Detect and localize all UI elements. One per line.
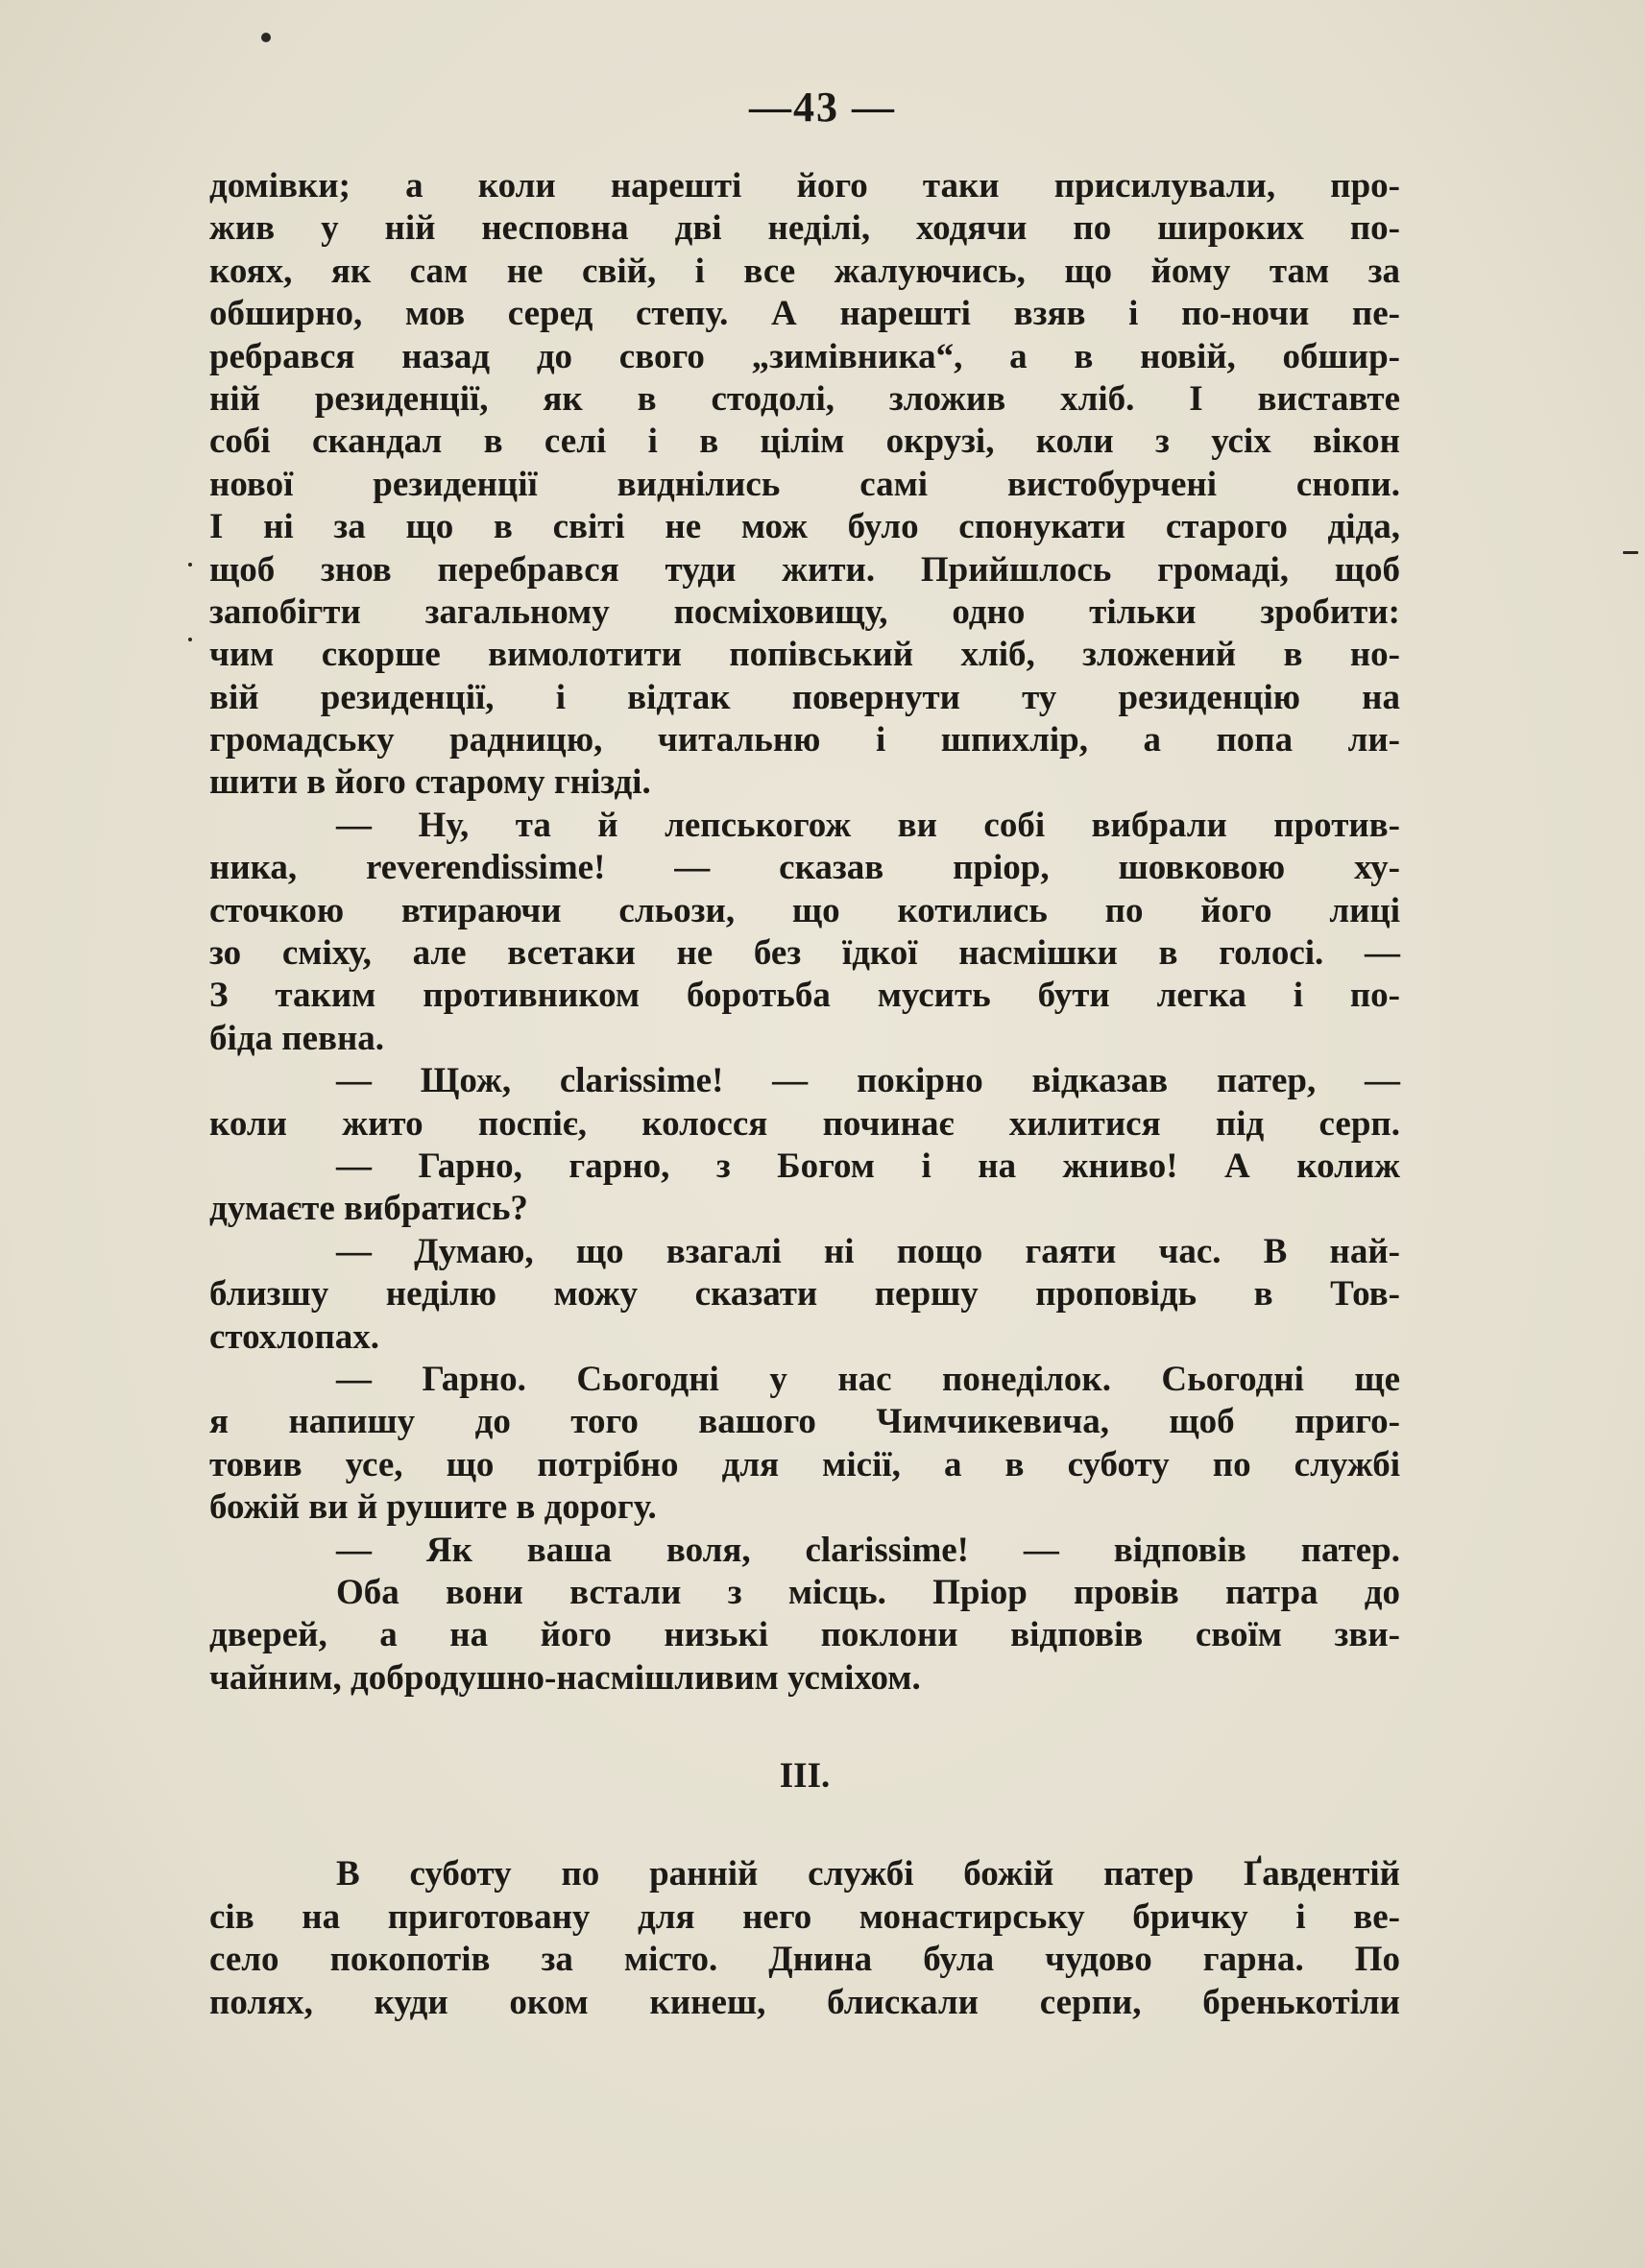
ink-speck (188, 563, 192, 567)
text-line: зо сміху, але всетаки не без їдкої насмішки в голосі. — (209, 933, 1400, 974)
text-line: вій резиденції, і відтак повернути ту резиденцію на (209, 677, 1400, 717)
text-line: щоб знов перебрався туди жити. Прийшлось громаді, щоб (209, 549, 1400, 590)
body-text (209, 165, 1400, 2024)
text-line: біда певна. (209, 1018, 385, 1058)
text-line: дверей, а на його низькі поклони відповів своїм зви- (209, 1615, 1400, 1655)
text-line: громадську радницю, читальню і шпихлір, а попа ли- (209, 720, 1400, 760)
text-line: жив у ній несповна дві неділі, ходячи по широких по- (209, 208, 1400, 249)
text-line: стохлопах. (209, 1316, 380, 1357)
page-number: —43 — (749, 84, 896, 131)
chapter-heading: III. (779, 1756, 831, 1797)
ink-speck (261, 33, 271, 42)
text-line: — Ну, та й лепськогож ви собі вибрали против- (336, 805, 1400, 845)
text-line: ній резиденції, як в стодолі, зложив хліб. І виставте (209, 378, 1400, 419)
text-line: І ні за що в світі не мож було спонукати старого діда, (209, 507, 1400, 547)
text-line: обширно, мов серед степу. А нарешті взяв і по-ночи пе- (209, 294, 1400, 334)
text-line: товив усе, що потрібно для місії, а в суботу по службі (209, 1444, 1400, 1484)
text-line: — Щож, clarissime! — покірно відказав патер, — (336, 1061, 1400, 1101)
ink-speck (188, 638, 192, 641)
text-line: коли жито поспіє, колосся починає хилитися під серп. (209, 1103, 1400, 1144)
text-line: чайним, добродушно-насмішливим усміхом. (209, 1657, 921, 1698)
text-line: сів на приготовану для него монастирську бричку і ве- (209, 1896, 1400, 1937)
text-line: полях, куди оком кинеш, блискали серпи, бренькотіли (209, 1982, 1400, 2022)
text-line: собі скандал в селі і в цілім окрузі, коли з усіх вікон (209, 422, 1400, 462)
text-line: — Гарно. Сьогодні у нас понеділок. Сьогодні ще (336, 1359, 1400, 1399)
text-line: близшу неділю можу сказати першу проповідь в Тов- (209, 1274, 1400, 1315)
text-line: Оба вони встали з місць. Пріор провів патра до (336, 1572, 1400, 1612)
text-line: запобігти загальному посміховищу, одно тільки зробити: (209, 591, 1400, 632)
text-line: нової резиденції виднілись самі вистобурчені снопи. (209, 464, 1400, 504)
text-line: ника, reverendissime! — сказав пріор, шовковою ху- (209, 848, 1400, 888)
text-line: домівки; а коли нарешті його таки присилували, про- (209, 166, 1400, 205)
text-line: — Думаю, що взагалі ні пощо гаяти час. В най- (336, 1231, 1400, 1271)
text-line: думаєте вибратись? (209, 1189, 528, 1229)
text-line: шити в його старому гнізді. (209, 762, 651, 803)
text-line: коях, як сам не свій, і все жалуючись, що йому там за (209, 251, 1400, 291)
ink-speck (1623, 551, 1638, 554)
text-line: З таким противником боротьба мусить бути легка і по- (209, 976, 1400, 1016)
text-line: В суботу по ранній службі божій патер Ґавдентій (336, 1854, 1400, 1894)
text-line: — Як ваша воля, clarissime! — відповів патер. (336, 1530, 1400, 1570)
text-line: чим скорше вимолотити попівський хліб, зложений в но- (209, 635, 1400, 675)
text-line: ребрався назад до свого „зимівника“, а в новій, обшир- (209, 336, 1400, 376)
text-line: божій ви й рушите в дорогу. (209, 1487, 657, 1528)
text-line: — Гарно, гарно, з Богом і на жниво! А колиж (336, 1146, 1400, 1186)
text-line: я напишу до того вашого Чимчикевича, щоб приго- (209, 1402, 1400, 1442)
text-line: село покопотів за місто. Днина була чудово гарна. По (209, 1940, 1400, 1980)
text-line: сточкою втираючи сльози, що котились по його лиці (209, 890, 1400, 930)
